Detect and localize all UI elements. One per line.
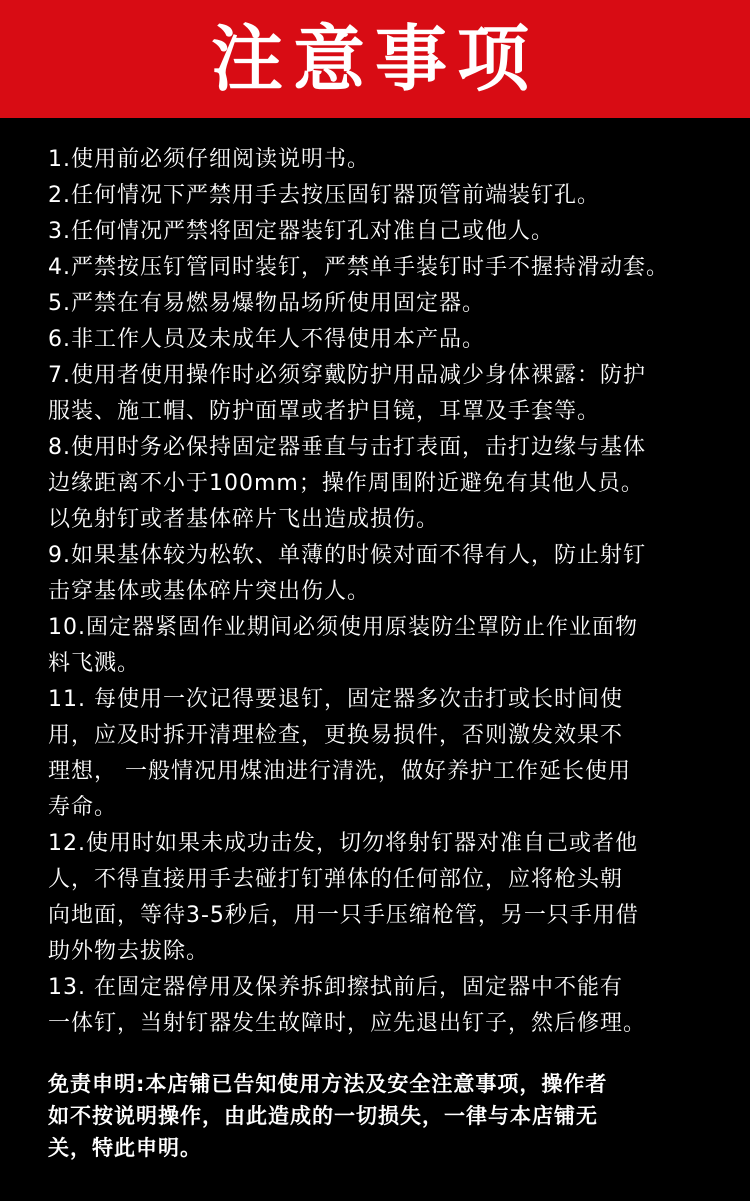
- note-line: 寿命。: [48, 795, 118, 820]
- note-line: 边缘距离不小于100mm；操作周围附近避免有其他人员。: [48, 471, 644, 496]
- page-title: 注意事项: [210, 17, 539, 101]
- note-line: 服装、施工帽、防护面罩或者护目镜，耳罩及手套等。: [48, 399, 601, 424]
- note-line: 向地面，等待3-5秒后，用一只手压缩枪管，另一只手用借: [48, 903, 639, 928]
- note-line: 3.任何情况严禁将固定器装钉孔对准自己或他人。: [48, 219, 554, 244]
- note-line: 用，应及时拆开清理检查，更换易损件，否则激发效果不: [48, 723, 624, 748]
- note-line: 10.固定器紧固作业期间必须使用原装防尘罩防止作业面物: [48, 615, 638, 640]
- note-line: 7.使用者使用操作时必须穿戴防护用品减少身体裸露：防护: [48, 363, 646, 388]
- note-line: 以免射钉或者基体碎片飞出造成损伤。: [48, 507, 440, 532]
- notes-list: [48, 142, 748, 1042]
- note-line: 一体钉，当射钉器发生故障时，应先退出钉子，然后修理。: [48, 1011, 647, 1036]
- note-line: 13. 在固定器停用及保养拆卸擦拭前后，固定器中不能有: [48, 975, 623, 1000]
- note-line: 12.使用时如果未成功击发，切勿将射钉器对准自己或者他: [48, 831, 638, 856]
- note-line: 2.任何情况下严禁用手去按压固钉器顶管前端装钉孔。: [48, 183, 600, 208]
- note-line: 9.如果基体较为松软、单薄的时候对面不得有人，防止射钉: [48, 543, 646, 568]
- note-line: 5.严禁在有易燃易爆物品场所使用固定器。: [48, 291, 485, 316]
- header-banner: [0, 0, 750, 118]
- note-line: 料飞溅。: [48, 651, 141, 676]
- disclaimer-line: 关，特此申明。: [48, 1136, 202, 1160]
- note-line: 助外物去拔除。: [48, 939, 210, 964]
- note-line: 6.非工作人员及未成年人不得使用本产品。: [48, 327, 485, 352]
- disclaimer-line: 如不按说明操作，由此造成的一切损失，一律与本店铺无: [48, 1104, 598, 1128]
- note-line: 1.使用前必须仔细阅读说明书。: [48, 147, 370, 172]
- note-line: 理想， 一般情况用煤油进行清洗，做好养护工作延长使用: [48, 759, 631, 784]
- note-line: 8.使用时务必保持固定器垂直与击打表面，击打边缘与基体: [48, 435, 646, 460]
- note-line: 击穿基体或基体碎片突出伤人。: [48, 579, 371, 604]
- note-line: 人，不得直接用手去碰打钉弹体的任何部位，应将枪头朝: [48, 867, 624, 892]
- note-line: 11. 每使用一次记得要退钉，固定器多次击打或长时间使: [48, 687, 623, 712]
- note-line: 4.严禁按压钉管同时装钉，严禁单手装钉时手不握持滑动套。: [48, 255, 669, 280]
- disclaimer-block: [48, 1068, 728, 1164]
- disclaimer-line: 免责申明:本店铺已告知使用方法及安全注意事项，操作者: [48, 1072, 608, 1096]
